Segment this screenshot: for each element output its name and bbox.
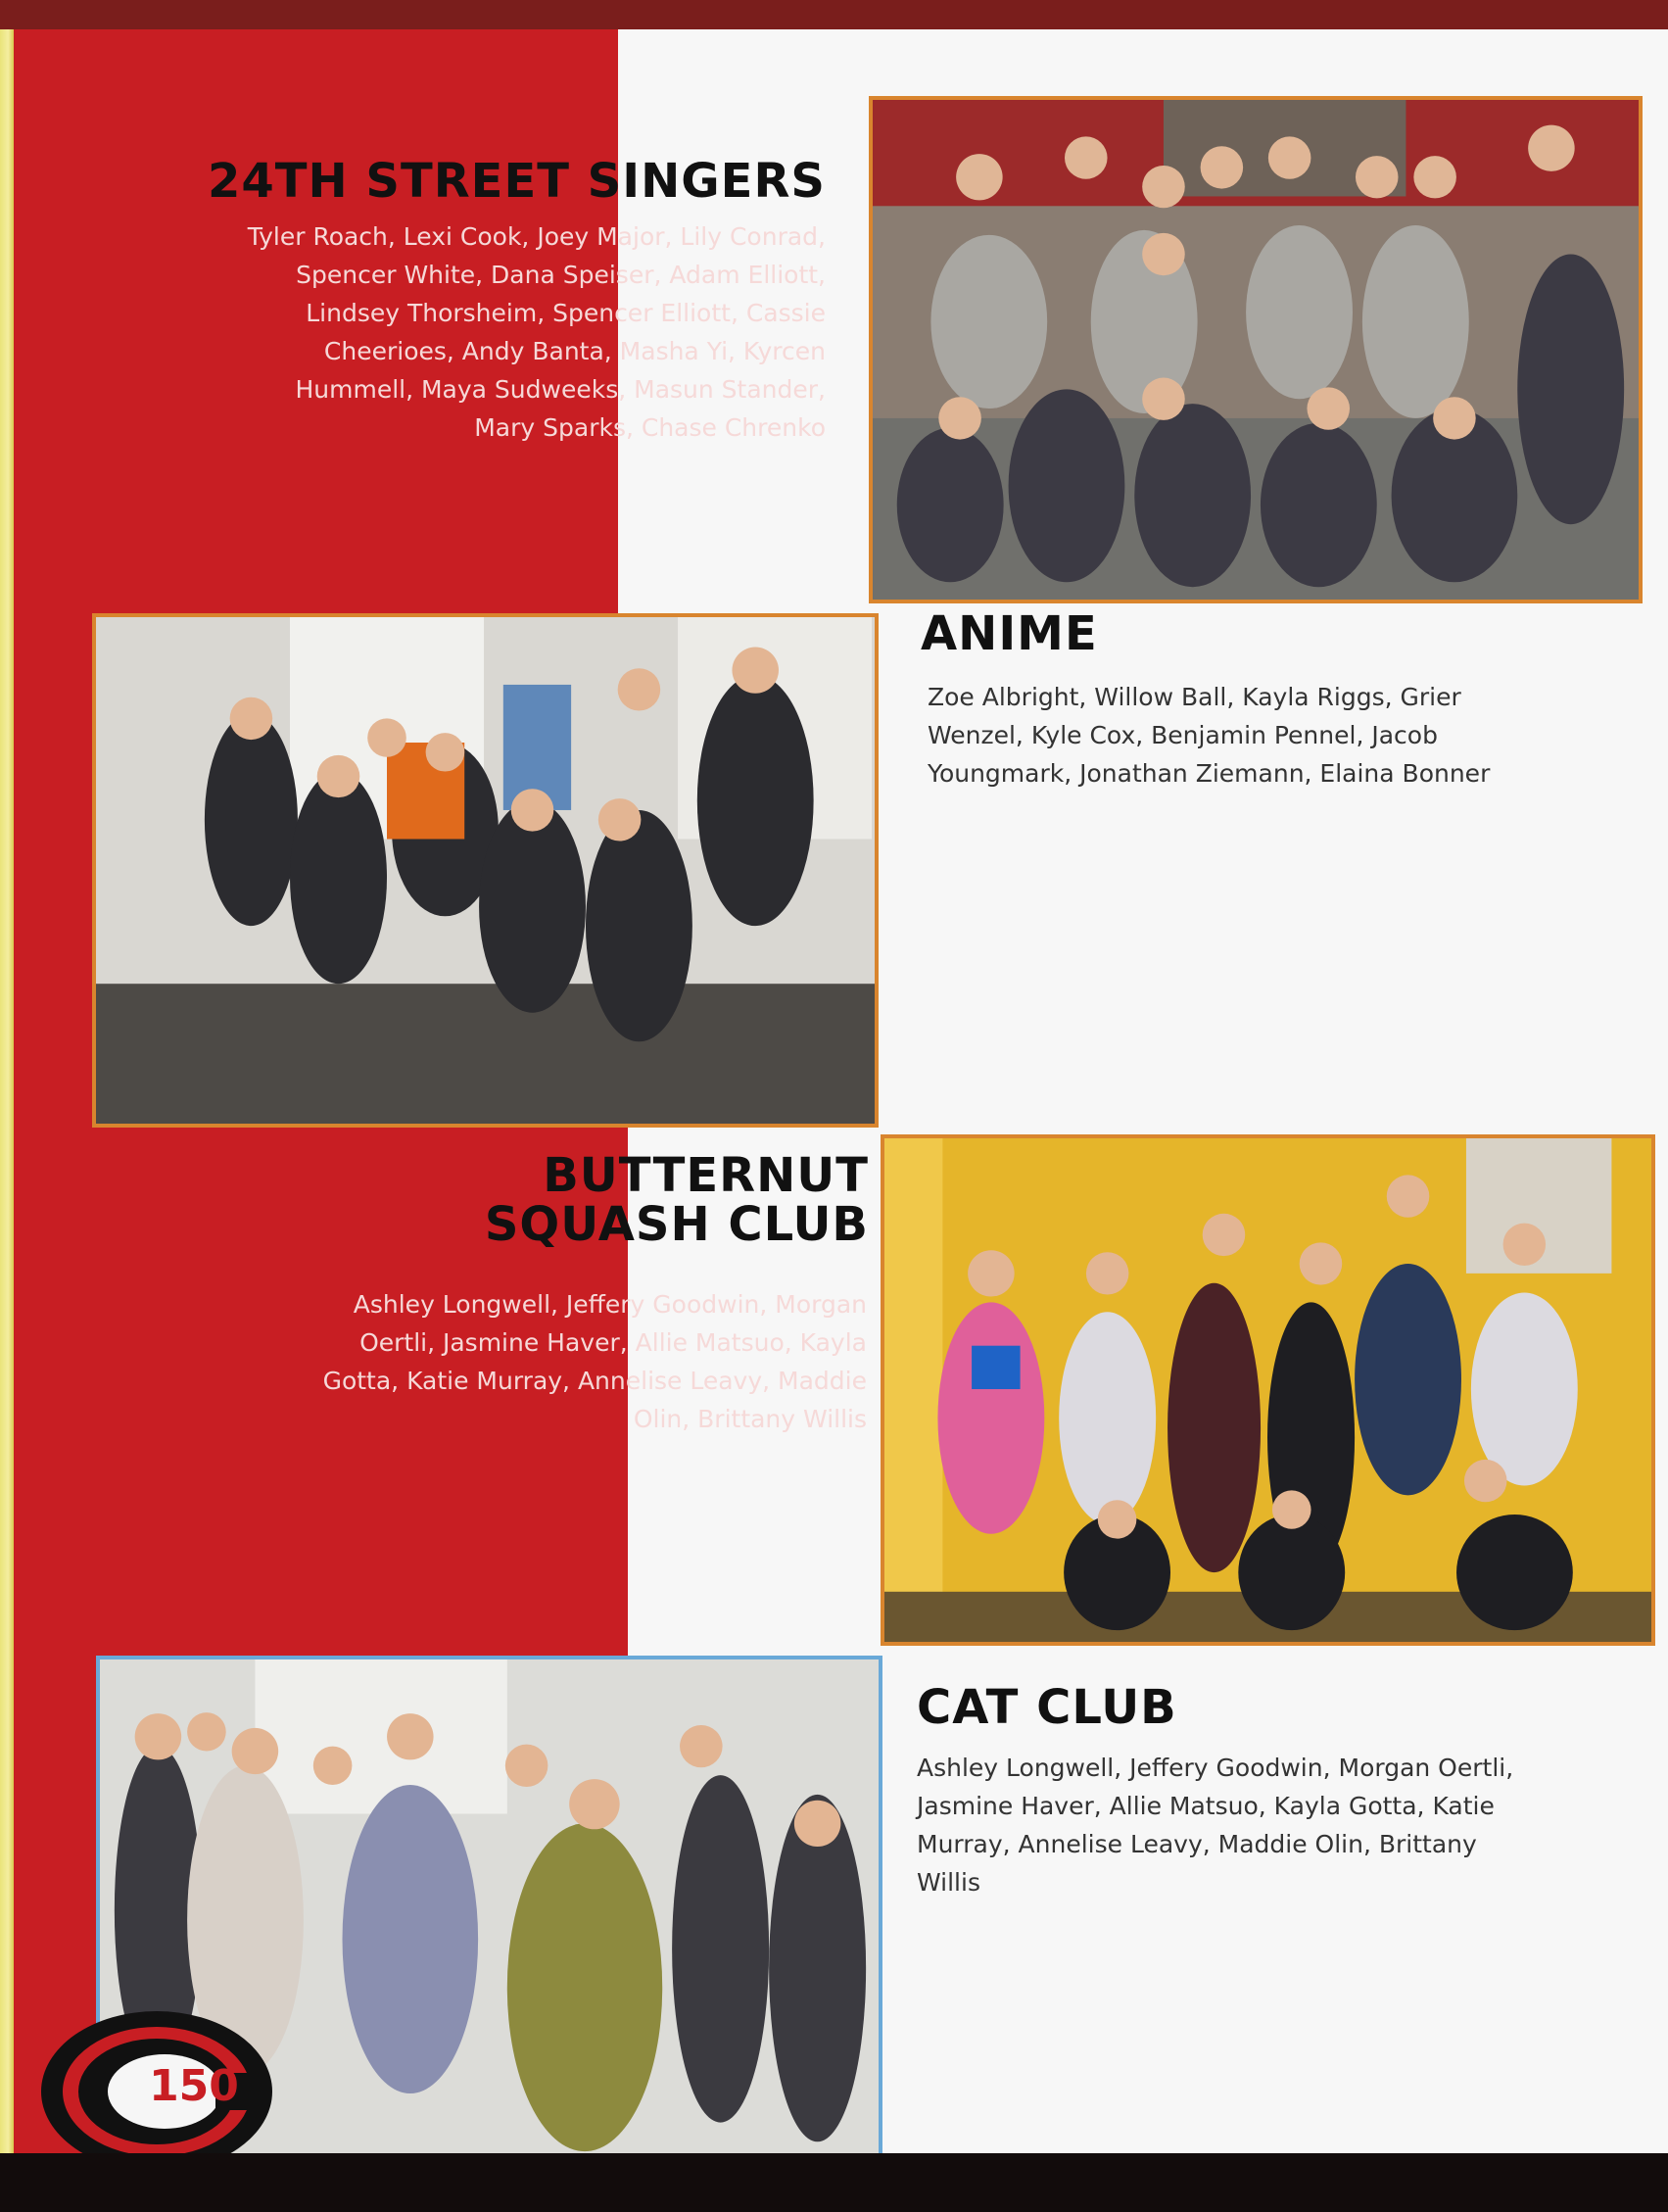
binding-edge bbox=[0, 29, 14, 2153]
bottom-edge bbox=[0, 2153, 1668, 2212]
page-number: 150 bbox=[149, 2061, 239, 2111]
anime-photo bbox=[92, 613, 879, 1128]
singers-photo bbox=[869, 96, 1643, 603]
butternut-names: Ashley Longwell, Jeffery Goodwin, Morgan Oertli, Jasmine Haver, Allie Matsuo, Kayla Gotta, Katie Murray, Annelise Leavy, Maddie Olin, Brittany Willis bbox=[322, 1290, 867, 1433]
butternut-photo bbox=[881, 1134, 1655, 1646]
butternut-heading: BUTTERNUT SQUASH CLUB bbox=[484, 1148, 869, 1253]
singers-heading: 24TH STREET SINGERS bbox=[207, 154, 826, 209]
anime-names: Zoe Albright, Willow Ball, Kayla Riggs, Grier Wenzel, Kyle Cox, Benjamin Pennel, Jacob Youngmark, Jonathan Ziemann, Elaina Bonner bbox=[928, 683, 1491, 788]
cat-club-names: Ashley Longwell, Jeffery Goodwin, Morgan Oertli, Jasmine Haver, Allie Matsuo, Kayla Gotta, Katie Murray, Annelise Leavy, Maddie Olin, Brittany Willis bbox=[917, 1754, 1514, 1897]
page-number-badge bbox=[39, 2008, 274, 2175]
top-edge bbox=[0, 0, 1668, 29]
anime-heading: ANIME bbox=[921, 606, 1098, 661]
cat-club-heading: CAT CLUB bbox=[917, 1680, 1177, 1735]
singers-names: Tyler Roach, Lexi Cook, Joey Major, Lily Conrad, Spencer White, Dana Speiser, Adam Elliott, Lindsey Thorsheim, Spencer Elliott, Cassie Cheerioes, Andy Banta, Masha Yi, Kyrcen Hummell, Maya Sudweeks, Masun Stander, Mary Sparks, Chase Chrenko bbox=[247, 222, 826, 442]
